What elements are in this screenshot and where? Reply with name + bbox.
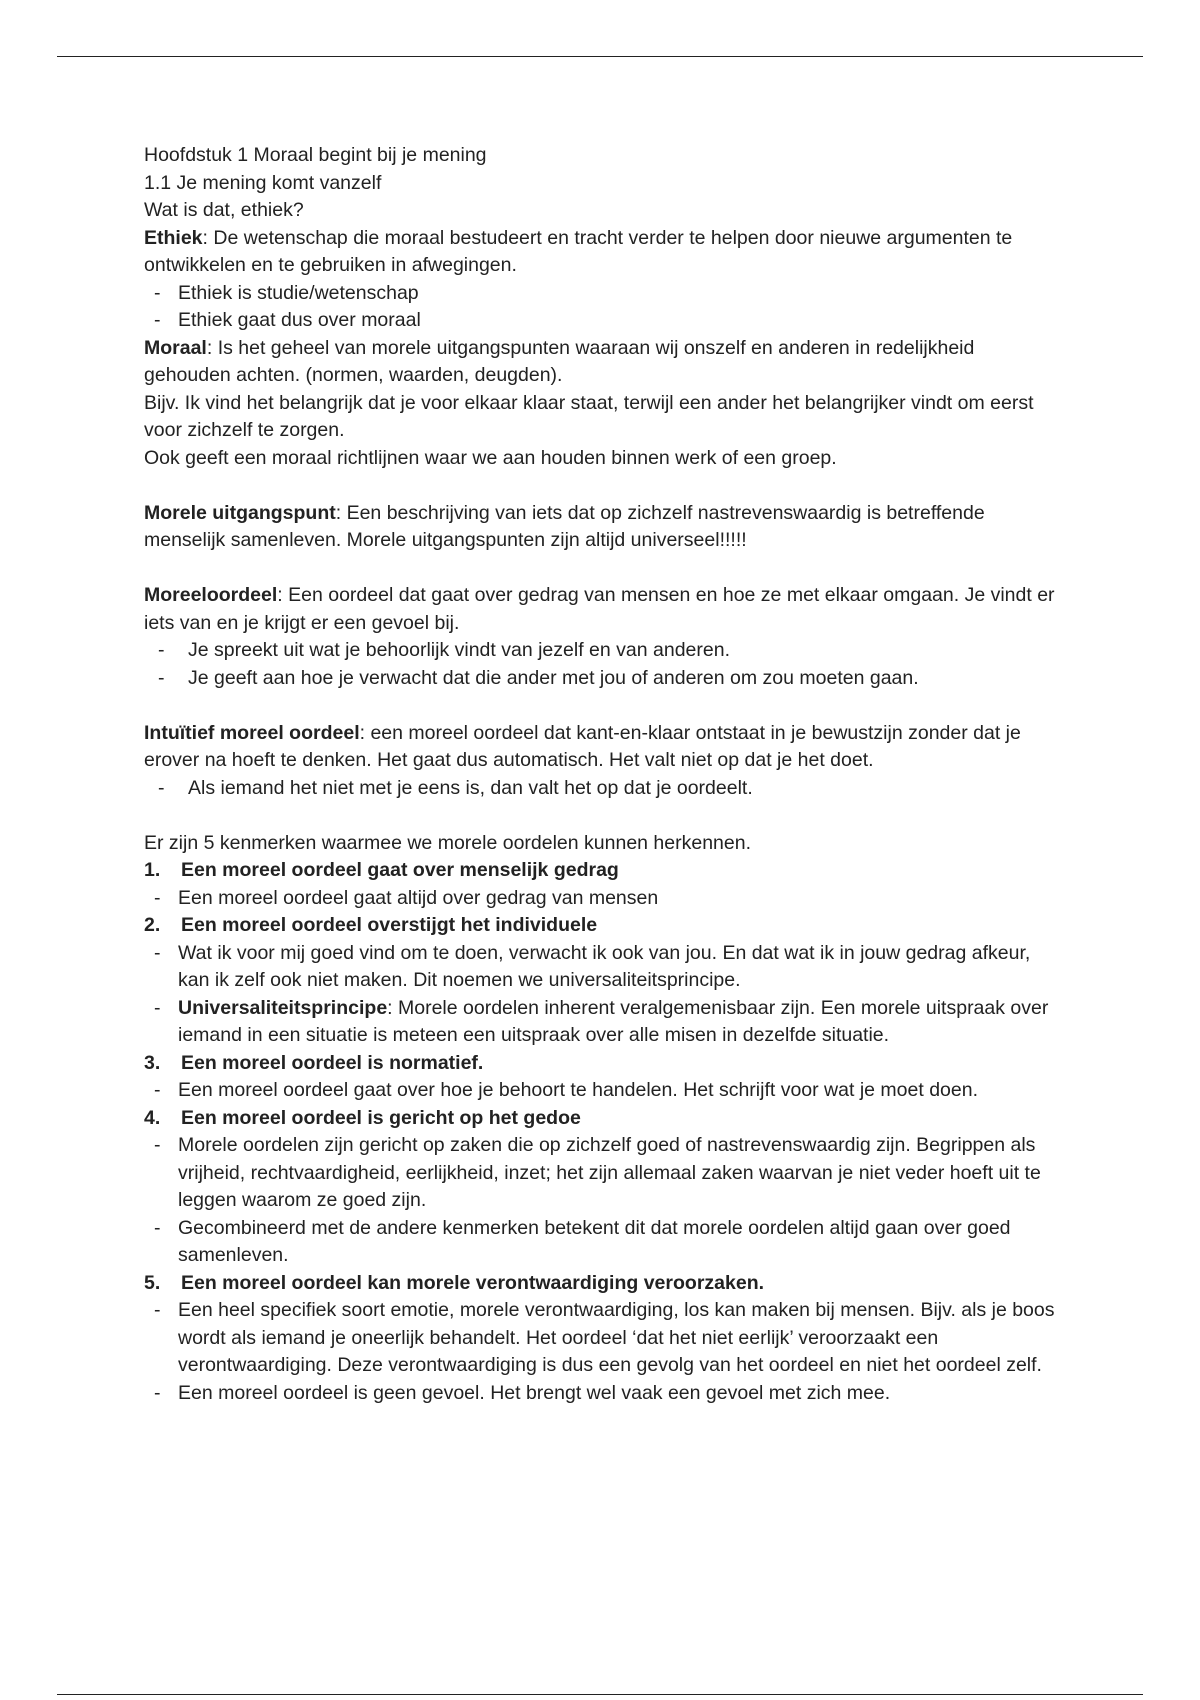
definition-text: : Morele oordelen inherent veralgemenisbaar zijn. Een morele uitspraak over iemand in een situatie is meteen een uitspraak over alle misen in dezelfde situatie. xyxy=(178,996,1049,1046)
bullet-text: Je spreekt uit wat je behoorlijk vindt van jezelf en van anderen. xyxy=(188,639,730,661)
dash-marker: - xyxy=(154,1079,161,1101)
definition-text: : Is het geheel van morele uitgangspunten waaraan wij onszelf en anderen in redelijkheid gehouden achten. (normen, waarden, deugden). xyxy=(144,336,975,386)
bullet-text: Een moreel oordeel is geen gevoel. Het brengt wel vaak een gevoel met zich mee. xyxy=(178,1381,891,1404)
definition-moreeloordeel xyxy=(144,582,1064,637)
dash-marker: - xyxy=(154,1381,161,1404)
section-title: 1.1 Je mening komt vanzelf xyxy=(144,171,382,194)
bullet-text: Een moreel oordeel gaat altijd over gedrag van mensen xyxy=(178,886,659,909)
numbered-heading xyxy=(144,1050,1064,1078)
bullet-item xyxy=(144,1297,1064,1380)
bullet-item xyxy=(144,1215,1064,1270)
kenmerk-title: Een moreel oordeel kan morele verontwaardiging veroorzaken. xyxy=(181,1271,765,1294)
question-line: Wat is dat, ethiek? xyxy=(144,199,304,221)
bullet-text: Als iemand het niet met je eens is, dan valt het op dat je oordeelt. xyxy=(188,776,753,799)
bullet-item xyxy=(144,995,1064,1050)
kenmerk-title: Een moreel oordeel overstijgt het individuele xyxy=(181,914,598,936)
bullet-item xyxy=(144,775,1064,803)
chapter-title: Hoofdstuk 1 Moraal begint bij je mening xyxy=(144,144,487,166)
definition-morele-uitgangspunt xyxy=(144,500,1064,555)
numbered-heading xyxy=(144,1270,1064,1298)
term-moreeloordeel: Moreeloordeel xyxy=(144,584,278,606)
bullet-text: Ethiek gaat dus over moraal xyxy=(178,309,421,331)
numbered-heading xyxy=(144,857,1064,885)
bullet-item xyxy=(144,280,1064,308)
definition-intuitief-moreel-oordeel xyxy=(144,720,1064,775)
example-paragraph: Bijv. Ik vind het belangrijk dat je voor elkaar klaar staat, terwijl een ander het belangrijker vindt om eerst voor zichzelf te zorgen. xyxy=(144,391,1034,441)
definition-text: : Een beschrijving van iets dat op zichzelf nastrevenswaardig is betreffende menselijk samenleven. Morele uitgangspunten zijn altijd universeel!!!!! xyxy=(144,501,985,551)
bullet-item xyxy=(144,307,1064,335)
definition-text: : een moreel oordeel dat kant-en-klaar ontstaat in je bewustzijn zonder dat je erover na hoeft te denken. Het gaat dus automatisch. Het valt niet op dat je het doet. xyxy=(144,721,1021,771)
bullet-text: Wat ik voor mij goed vind om te doen, verwacht ik ook van jou. En dat wat ik in jouw gedrag afkeur, kan ik zelf ook niet maken. Dit noemen we universaliteitsprincipe. xyxy=(178,941,1031,991)
bullet-item xyxy=(144,1132,1064,1215)
dash-marker: - xyxy=(154,281,161,304)
numbered-heading xyxy=(144,912,1064,940)
bullet-text: Je geeft aan hoe je verwacht dat die ander met jou of anderen om zou moeten gaan. xyxy=(188,666,919,689)
list-number: 2. xyxy=(144,914,161,936)
moraal-extra-paragraph: Ook geeft een moraal richtlijnen waar we aan houden binnen werk of een groep. xyxy=(144,446,837,469)
list-number: 3. xyxy=(144,1051,161,1074)
definition-text: : De wetenschap die moraal bestudeert en tracht verder te helpen door nieuwe argumenten te ontwikkelen en te gebruiken in afwegingen. xyxy=(144,226,1013,276)
bullet-item xyxy=(144,885,1064,913)
kenmerken-intro: Er zijn 5 kenmerken waarmee we morele oordelen kunnen herkennen. xyxy=(144,831,752,854)
kenmerk-title: Een moreel oordeel gaat over menselijk gedrag xyxy=(181,859,619,881)
bullet-text: Een heel specifiek soort emotie, morele verontwaardiging, los kan maken bij mensen. Bijv. als je boos wordt als iemand je oneerlijk behandelt. Het oordeel ‘dat het niet eerlijk’ veroorzaakt een verontwaardiging. Deze verontwaardiging is dus een gevolg van het oordeel en niet het oordeel zelf. xyxy=(178,1299,1055,1376)
term-ethiek: Ethiek xyxy=(144,226,203,249)
term-morele-uitgangspunt: Morele uitgangspunt xyxy=(144,501,336,524)
kenmerk-title: Een moreel oordeel is normatief. xyxy=(181,1051,484,1074)
document-body xyxy=(144,142,1064,1407)
dash-marker: - xyxy=(154,309,161,331)
dash-marker: - xyxy=(158,666,165,689)
dash-marker: - xyxy=(154,1299,161,1321)
dash-marker: - xyxy=(154,1216,161,1239)
kenmerk-title: Een moreel oordeel is gericht op het gedoe xyxy=(181,1106,581,1129)
bullet-text: Gecombineerd met de andere kenmerken betekent dit dat morele oordelen altijd gaan over goed samenleven. xyxy=(178,1216,1011,1266)
term-universaliteitsprincipe: Universaliteitsprincipe xyxy=(178,996,388,1019)
page-bottom-rule xyxy=(57,1694,1143,1695)
bullet-item xyxy=(144,1077,1064,1105)
bullet-text: Een moreel oordeel gaat over hoe je behoort te handelen. Het schrijft voor wat je moet doen. xyxy=(178,1079,978,1101)
bullet-item xyxy=(144,940,1064,995)
term-moraal: Moraal xyxy=(144,336,207,359)
dash-marker: - xyxy=(154,996,161,1019)
definition-text: : Een oordeel dat gaat over gedrag van mensen en hoe ze met elkaar omgaan. Je vindt er iets van en je krijgt er een gevoel bij. xyxy=(144,584,1055,634)
bullet-item xyxy=(144,637,1064,665)
definition-ethiek xyxy=(144,225,1064,280)
bullet-item xyxy=(144,1380,1064,1408)
numbered-heading xyxy=(144,1105,1064,1133)
bullet-text xyxy=(178,995,1064,1050)
dash-marker: - xyxy=(158,776,165,799)
list-number: 5. xyxy=(144,1271,161,1294)
dash-marker: - xyxy=(154,1134,161,1156)
page-top-rule xyxy=(57,56,1143,57)
bullet-item xyxy=(144,665,1064,693)
dash-marker: - xyxy=(154,941,161,964)
bullet-text: Ethiek is studie/wetenschap xyxy=(178,281,419,304)
dash-marker: - xyxy=(154,886,161,909)
term-intuitief-moreel-oordeel: Intuïtief moreel oordeel xyxy=(144,721,360,744)
dash-marker: - xyxy=(158,639,165,661)
list-number: 4. xyxy=(144,1106,161,1129)
bullet-text: Morele oordelen zijn gericht op zaken die op zichzelf goed of nastrevenswaardig zijn. Begrippen als vrijheid, rechtvaardigheid, eerlijkheid, inzet; het zijn allemaal zaken waarvan je niet veder hoeft uit te leggen waarom ze goed zijn. xyxy=(178,1134,1041,1211)
list-number: 1. xyxy=(144,859,161,881)
definition-moraal xyxy=(144,335,1064,390)
